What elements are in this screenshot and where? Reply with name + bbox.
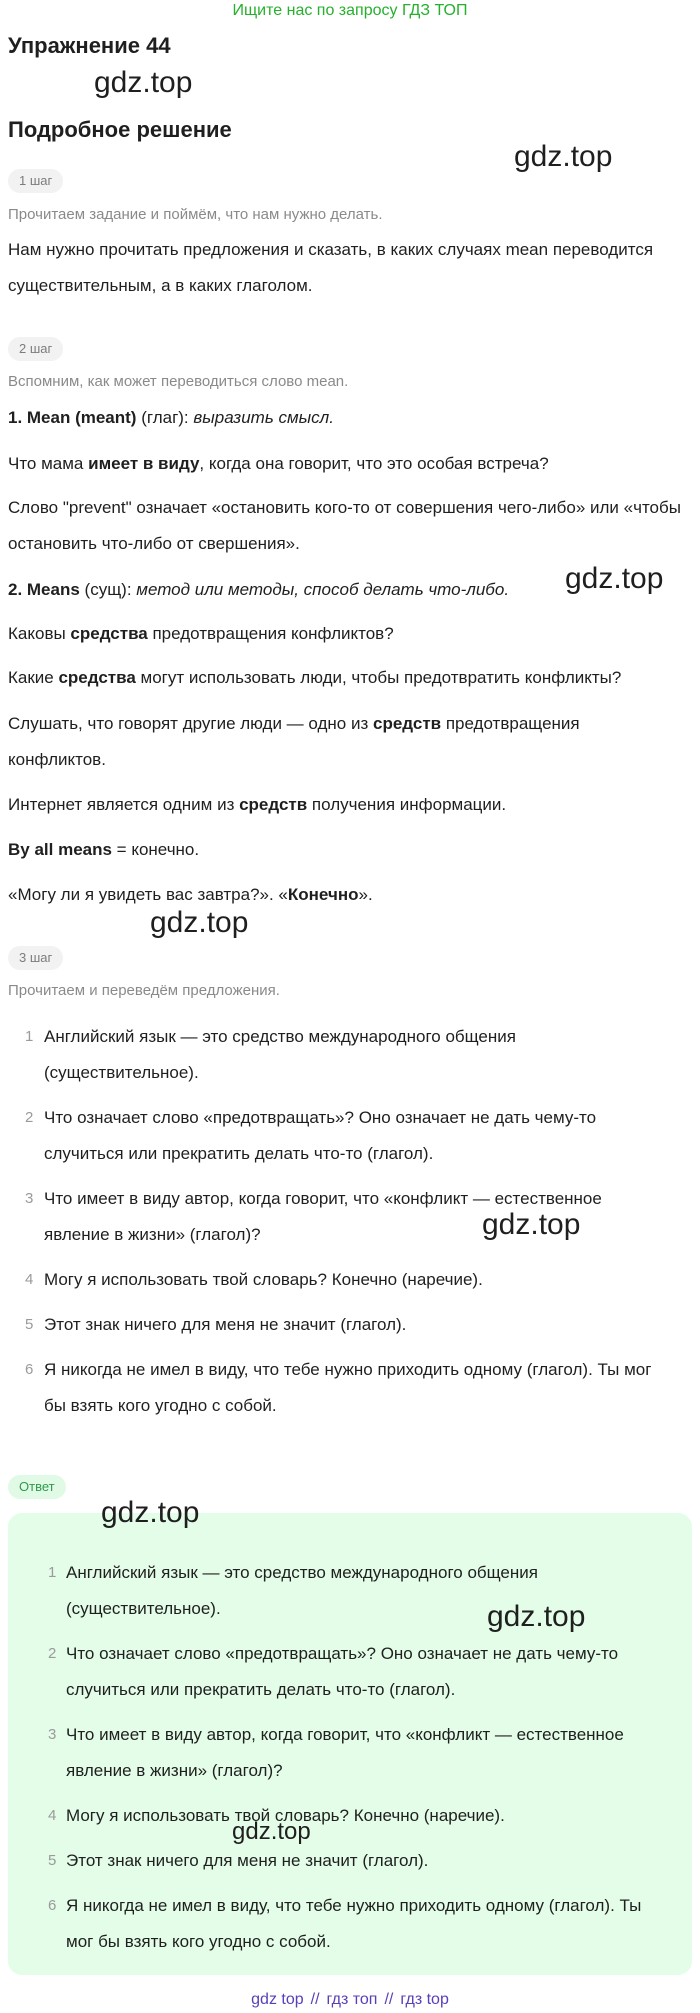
- item-number: 1: [25, 1028, 34, 1045]
- item-text: Что имеет в виду автор, когда говорит, что «конфликт — естественное явление в жизни» (глагол)?: [66, 1725, 624, 1780]
- part-of-speech: (сущ):: [79, 580, 137, 599]
- list-item: [25, 1307, 670, 1343]
- item-text: Что означает слово «предотвращать»? Оно означает не дать чему-то случиться или прекратить делать что-то (глагол).: [44, 1108, 597, 1163]
- item-number: 1: [48, 1564, 57, 1581]
- item-text: Я никогда не имел в виду, что тебе нужно приходить одному (глагол). Ты мог бы взять кого угодно с собой.: [44, 1360, 652, 1415]
- watermark: gdz.top: [487, 1600, 586, 1633]
- example-sentence: Интернет является одним из средств получения информации.: [8, 795, 507, 814]
- item-number: 6: [25, 1361, 34, 1378]
- watermark: gdz.top: [101, 1496, 200, 1529]
- item-text: Английский язык — это средство международного общения (существительное).: [66, 1563, 538, 1618]
- example-sentence: Какие средства могут использовать люди, чтобы предотвратить конфликты?: [8, 668, 622, 687]
- item-number: 2: [48, 1645, 57, 1662]
- watermark: gdz.top: [150, 906, 249, 939]
- list-item: [25, 1100, 670, 1172]
- step-hint: Вспомним, как может переводиться слово mean.: [8, 373, 349, 390]
- item-number: 4: [48, 1807, 57, 1824]
- item-text: Этот знак ничего для меня не значит (глагол).: [66, 1851, 429, 1870]
- answer-item: [48, 1798, 668, 1834]
- footer-link[interactable]: гдз top: [400, 1991, 449, 2008]
- search-banner: Ищите нас по запросу ГДЗ ТОП: [232, 2, 468, 19]
- term: 2. Means: [8, 580, 80, 599]
- item-number: 4: [25, 1271, 34, 1288]
- item-text: Этот знак ничего для меня не значит (глагол).: [44, 1315, 407, 1334]
- footer-link[interactable]: гдз топ: [326, 1991, 378, 2008]
- item-number: 3: [25, 1190, 34, 1207]
- item-number: 5: [25, 1316, 34, 1333]
- part-of-speech: (глаг):: [136, 408, 194, 427]
- step-badge: 1 шаг: [8, 169, 63, 193]
- step-hint: Прочитаем задание и поймём, что нам нужно делать.: [8, 206, 383, 223]
- exercise-title: Упражнение 44: [8, 33, 171, 58]
- item-text: Могу я использовать твой словарь? Конечно (наречие).: [44, 1270, 483, 1289]
- item-number: 3: [48, 1726, 57, 1743]
- step-text: Нам нужно прочитать предложения и сказать, в каких случаях mean переводится существительным, а в каких глаголом.: [8, 240, 654, 295]
- example-sentence: Что мама имеет в виду, когда она говорит, что это особая встреча?: [8, 454, 549, 473]
- example-sentence: Слушать, что говорят другие люди — одно из средств предотвращения конфликтов.: [8, 714, 580, 769]
- example-sentence: Каковы средства предотвращения конфликтов?: [8, 624, 394, 643]
- watermark: gdz.top: [232, 1818, 311, 1845]
- list-item: [25, 1262, 670, 1298]
- by-all-means: By all means = конечно.: [8, 840, 200, 859]
- definition: метод или методы, способ делать что-либо.: [136, 580, 510, 599]
- term: 1. Mean (meant): [8, 408, 137, 427]
- answer-item: [48, 1888, 668, 1960]
- watermark: gdz.top: [565, 562, 664, 595]
- list-item: [25, 1352, 670, 1424]
- item-text: Английский язык — это средство международного общения (существительное).: [44, 1027, 516, 1082]
- watermark: gdz.top: [482, 1208, 581, 1241]
- definition-means: [8, 572, 688, 608]
- footer-separator: //: [310, 1991, 320, 2008]
- item-number: 2: [25, 1109, 34, 1126]
- footer-separator: //: [384, 1991, 394, 2008]
- item-text: Могу я использовать твой словарь? Конечно (наречие).: [66, 1806, 505, 1825]
- item-number: 5: [48, 1852, 57, 1869]
- footer: [0, 1988, 700, 2012]
- step-hint: Прочитаем и переведём предложения.: [8, 982, 280, 999]
- prevent-note: Слово "prevent" означает «остановить кого-то от совершения чего-либо» или «чтобы остановить что-либо от свершения».: [8, 498, 681, 553]
- solution-heading: Подробное решение: [8, 117, 232, 142]
- answer-item: [48, 1717, 668, 1789]
- item-text: Что имеет в виду автор, когда говорит, что «конфликт — естественное явление в жизни» (глагол)?: [44, 1189, 602, 1244]
- example-sentence: «Могу ли я увидеть вас завтра?». «Конечно».: [8, 885, 373, 904]
- watermark: gdz.top: [514, 140, 613, 173]
- answer-badge: Ответ: [8, 1475, 66, 1499]
- step-badge: 2 шаг: [8, 337, 63, 361]
- answer-item: [48, 1843, 668, 1879]
- answer-item: [48, 1636, 668, 1708]
- watermark: gdz.top: [94, 66, 193, 99]
- definition: выразить смысл.: [193, 408, 334, 427]
- item-text: Что означает слово «предотвращать»? Оно означает не дать чему-то случиться или прекратить делать что-то (глагол).: [66, 1644, 619, 1699]
- item-number: 6: [48, 1897, 57, 1914]
- definition-mean: [8, 400, 688, 436]
- footer-link[interactable]: gdz top: [251, 1991, 304, 2008]
- item-text: Я никогда не имел в виду, что тебе нужно приходить одному (глагол). Ты мог бы взять кого угодно с собой.: [66, 1896, 642, 1951]
- list-item: [25, 1019, 670, 1091]
- step-badge: 3 шаг: [8, 946, 63, 970]
